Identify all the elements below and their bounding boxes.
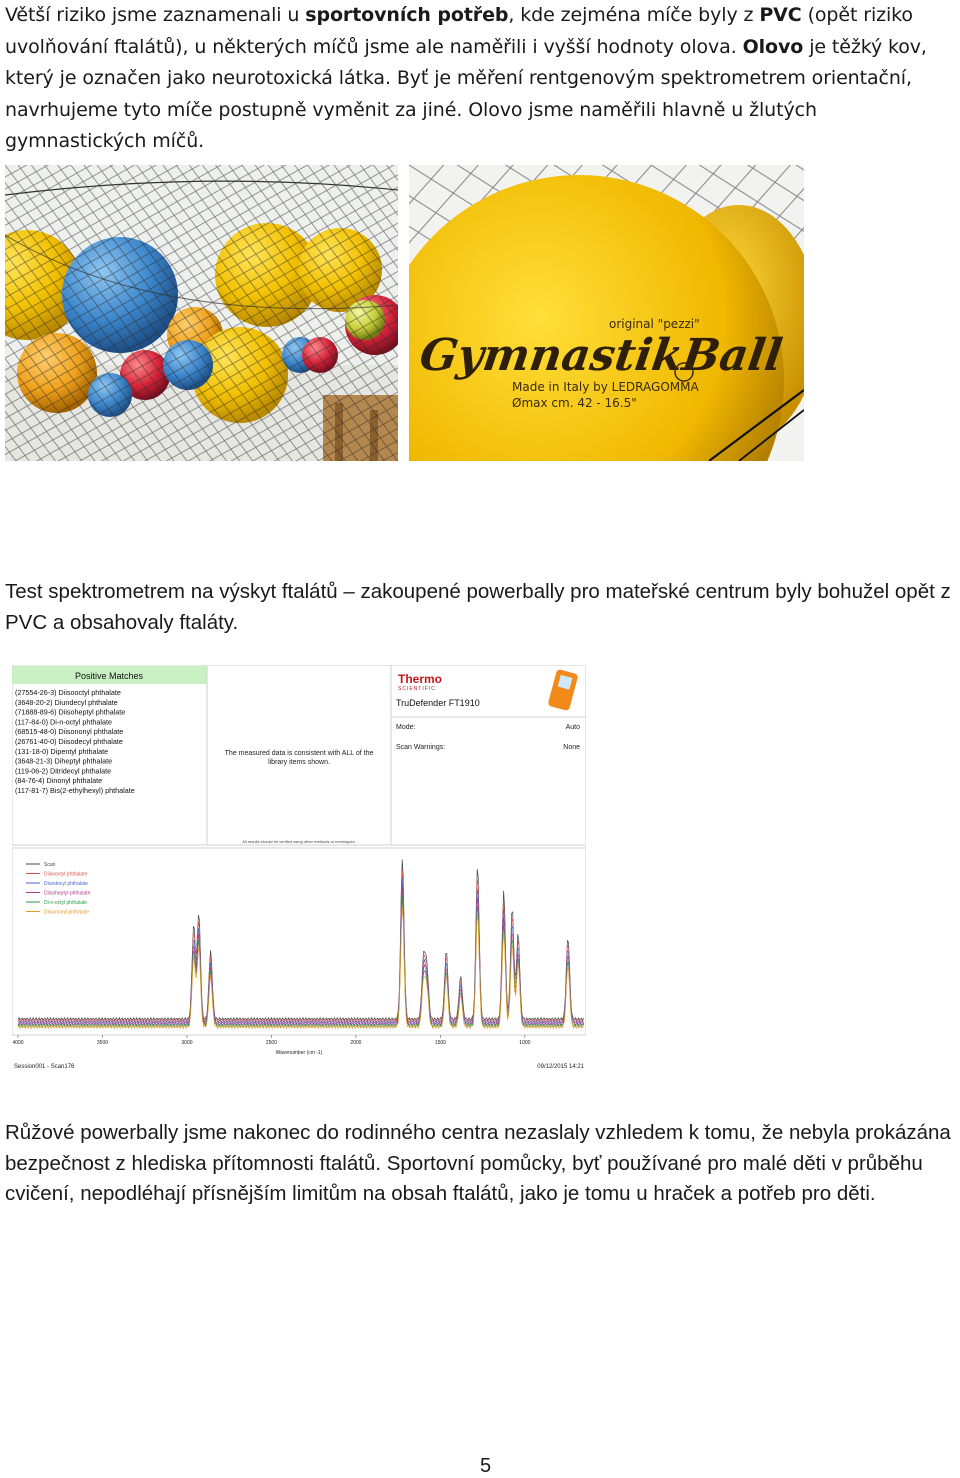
x-tick-label: 3000 [181, 1040, 193, 1046]
match-item: (84-76-4) Dinonyl phthalate [15, 776, 103, 786]
match-item: (3648-20-2) Diundecyl phthalate [15, 697, 118, 707]
match-item: (117-84-0) Di-n-octyl phthalate [15, 717, 112, 727]
match-item: (68515-48-0) Diisononyl phthalate [15, 727, 124, 737]
legend-label: Diundecyl phthalate [44, 881, 88, 887]
ball-size: Ømax cm. 42 - 16.5" [512, 396, 637, 410]
x-tick-label: 3500 [96, 1040, 109, 1046]
session-label: Session001 - Scan176 [14, 1064, 75, 1070]
thermo-logo-text: Thermo [398, 672, 443, 686]
balls-net-photo [5, 165, 398, 461]
report-footnote: All results should be verified using other methods or techniques. [242, 839, 356, 844]
match-item: (3648-21-3) Diheptyl phthalate [15, 756, 113, 766]
match-item: (27554-26-3) Diisooctyl phthalate [15, 688, 121, 697]
consistent-line-2: library items shown. [268, 759, 330, 766]
legend-label: Scan [44, 862, 56, 868]
mode-label: Mode: [396, 724, 416, 731]
matches-header: Positive Matches [74, 671, 144, 681]
legend-label: Diisoheptyl phthalate [44, 890, 91, 897]
mode-value: Auto [565, 724, 580, 731]
consistent-line-1: The measured data is consistent with ALL of the [224, 750, 374, 757]
page-number: 5 [480, 1455, 492, 1477]
legend-label: Diisooctyl phthalate [44, 871, 88, 878]
ball-top-line: original "pezzi" [609, 317, 700, 331]
x-tick-label: 1000 [519, 1040, 531, 1046]
match-item: (26761-40-0) Diisodecyl phthalate [15, 737, 123, 746]
intro-paragraph: Větší riziko jsme zaznamenali u sportovních potřeb, kde zejména míče byly z PVC (opět riziko uvolňování ftalátů), u některých míčů jsme ale naměřili i vyšší hodnoty olova. Olovo je těžký kov, který je označen jako neurotoxická látka. Byť je měření rentgenovým spektrometrem orientační, navrhujeme tyto míče postupně vyměnit za jiné. Olovo jsme naměřili hlavně u žlutých gymnastických míčů. [5, 4, 927, 152]
spectrum-x-ticks [12, 1035, 530, 1046]
warnings-value: None [563, 744, 580, 751]
device-name: TruDefender FT1910 [396, 698, 480, 708]
match-item: (117-81-7) Bis(2-ethylhexyl) phthalate [15, 786, 135, 795]
datetime-label: 09/12/2015 14:21 [537, 1064, 584, 1070]
legend-label: Di-n-octyl phthalate [44, 900, 88, 906]
x-tick-label: 2000 [350, 1040, 362, 1046]
report-svg [12, 665, 586, 1071]
test-paragraph: Test spektrometrem na výskyt ftalátů – zakoupené powerbally pro mateřské centrum byly bohužel opět z PVC a obsahovaly ftaláty. [5, 580, 951, 634]
match-item: (119-06-2) Ditridecyl phthalate [15, 766, 112, 776]
x-tick-label: 4000 [12, 1040, 24, 1046]
end-paragraph: Růžové powerbally jsme nakonec do rodinného centra nezaslaly vzhledem k tomu, že nebyla prokázána bezpečnost z hlediska přítomnosti ftalátů. Sportovní pomůcky, byť používané pro malé děti v průběhu cvičení, nepodléhají přísnějším limitům na obsah ftalátů, jako je tomu u hraček a potřeb pro děti. [5, 1121, 951, 1205]
match-item: (71888-89-6) Diisoheptyl phthalate [15, 707, 126, 717]
match-item: (131-18-0) Dipentyl phthalate [15, 746, 109, 756]
gymnastik-ball-photo [409, 165, 804, 461]
x-tick-label: 2500 [265, 1040, 277, 1046]
ball-brand-text: GymnastikBall [416, 329, 786, 381]
x-tick-label: 1500 [434, 1040, 446, 1046]
legend-label: Diisononyl phthalate [44, 909, 90, 916]
spectrum-x-label: Wavenumber (cm -1) [275, 1050, 323, 1056]
ball-made-in: Made in Italy by LEDRAGOMMA [512, 380, 699, 394]
warnings-label: Scan Warnings: [396, 744, 446, 751]
spectrometer-report [12, 665, 586, 1071]
scientific-logo-text: SCIENTIFIC [398, 686, 436, 692]
